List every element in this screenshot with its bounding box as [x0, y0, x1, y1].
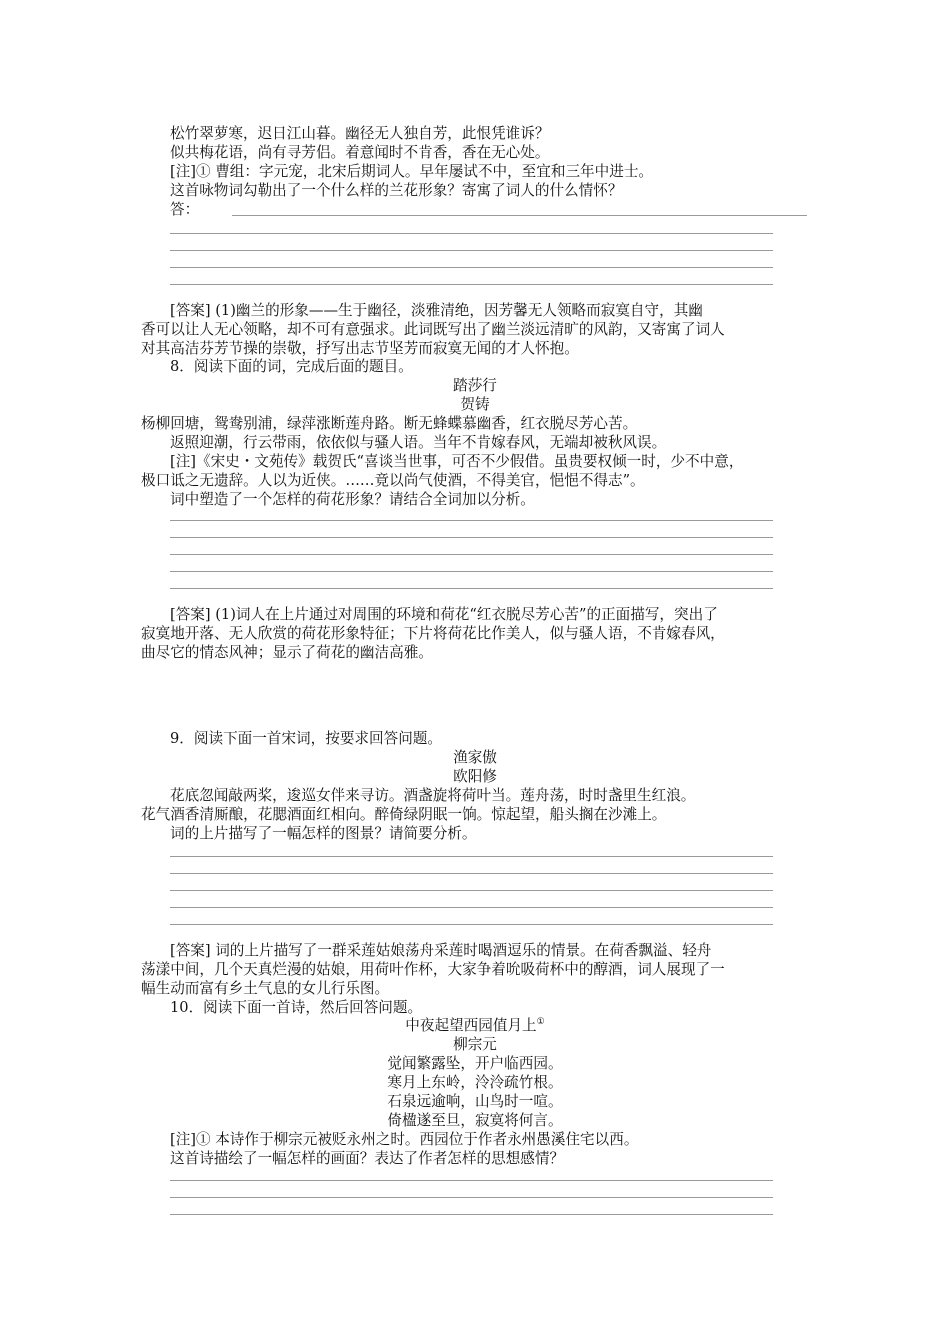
q9-answer-line-3: 幅生动而富有乡土气息的女儿行乐图。 — [141, 980, 390, 997]
q10-poem-line-1: 觉闻繁露坠，开户临西园。 — [387, 1055, 563, 1072]
answer-line[interactable] — [170, 250, 773, 251]
answer-line[interactable] — [170, 537, 773, 538]
q10-footnote-mark: ① — [536, 1017, 545, 1028]
q8-intro: 8．阅读下面的词，完成后面的题目。 — [170, 358, 413, 375]
q7-question: 这首咏物词勾勒出了一个什么样的兰花形象？寄寓了词人的什么情怀？ — [170, 182, 623, 199]
q10-poem-line-3: 石泉远逾响，山鸟时一喧。 — [387, 1093, 563, 1110]
q9-poem-author: 欧阳修 — [453, 768, 497, 785]
answer-line[interactable] — [170, 267, 773, 268]
q10-question: 这首诗描绘了一幅怎样的画面？表达了作者怎样的思想感情？ — [170, 1150, 565, 1167]
q10-poem-line-2: 寒月上东岭，泠泠疏竹根。 — [387, 1074, 563, 1091]
answer-line[interactable] — [170, 890, 773, 891]
q9-poem-line-2: 花气酒香清厮酿，花腮酒面红相向。醉倚绿阴眠一饷。惊起望，船头搁在沙滩上。 — [141, 806, 667, 823]
q8-poem-line-2: 返照迎潮，行云带雨，依依似与骚人语。当年不肯嫁春风，无端却被秋风误。 — [170, 434, 667, 451]
q9-question: 词的上片描写了一幅怎样的图景？请简要分析。 — [170, 825, 477, 842]
answer-line[interactable] — [170, 1180, 773, 1181]
q7-answer-line-3: 对其高洁芬芳节操的崇敬，抒写出志节坚芳而寂寞无闻的才人怀抱。 — [141, 340, 579, 357]
q8-answer-line-2: 寂寞地开落、无人欣赏的荷花形象特征；下片将荷花比作美人，似与骚人语，不肯嫁春风， — [141, 625, 725, 642]
q8-question: 词中塑造了一个怎样的荷花形象？请结合全词加以分析。 — [170, 491, 535, 508]
q7-poem-line-2: 似共梅花语，尚有寻芳侣。着意闻时不肯香，香在无心处。 — [170, 144, 550, 161]
q10-poem-title: 中夜起望西园值月上 — [405, 1017, 537, 1034]
q9-intro: 9．阅读下面一首宋词，按要求回答问题。 — [170, 730, 442, 747]
q10-note: [注]① 本诗作于柳宗元被贬永州之时。西园位于作者永州愚溪住宅以西。 — [170, 1131, 639, 1148]
q9-poem-line-1: 花底忽闻敲两桨，逡巡女伴来寻访。酒盏旋将荷叶当。莲舟荡，时时盏里生红浪。 — [170, 787, 696, 804]
q9-poem-title: 渔家傲 — [453, 749, 497, 766]
answer-line[interactable] — [170, 907, 773, 908]
q8-poem-author: 贺铸 — [460, 396, 490, 413]
q7-answer-line-2: 香可以让人无心领略，却不可有意强求。此词既写出了幽兰淡远清旷的风韵，又寄寓了词人 — [141, 321, 725, 338]
q9-answer-line-2: 荡漾中间，几个天真烂漫的姑娘，用荷叶作杯，大家争着吮吸荷杯中的醇酒，词人展现了一 — [141, 961, 725, 978]
q8-answer-line-3: 曲尽它的情态风神；显示了荷花的幽洁高雅。 — [141, 644, 433, 661]
q10-intro: 10．阅读下面一首诗，然后回答问题。 — [170, 999, 423, 1016]
q8-answer-line-1: [答案] (1)词人在上片通过对周围的环境和荷花“红衣脱尽芳心苦”的正面描写，突出了 — [170, 606, 718, 623]
answer-line[interactable] — [170, 284, 773, 285]
answer-line[interactable] — [170, 856, 773, 857]
q7-answer-line-1: [答案] (1)幽兰的形象——生于幽径，淡雅清绝，因芳馨无人领略而寂寞自守，其幽 — [170, 302, 703, 319]
answer-line[interactable] — [170, 924, 773, 925]
q8-note-line-2: 极口诋之无遗辞。人以为近侠。……竟以尚气使酒，不得美官，悒悒不得志”。 — [141, 472, 645, 489]
q7-note: [注]① 曹组：字元宠，北宋后期词人。早年屡试不中，至宜和三年中进士。 — [170, 163, 654, 180]
answer-line[interactable] — [170, 554, 773, 555]
answer-line[interactable] — [170, 1214, 773, 1215]
q7-answer-prompt: 答： — [170, 201, 200, 218]
answer-line[interactable] — [170, 571, 773, 572]
answer-line[interactable] — [170, 520, 773, 521]
q10-poem-title-row — [0, 1016, 950, 1035]
q10-poem-line-4: 倚楹遂至旦，寂寞将何言。 — [387, 1112, 563, 1129]
q10-poem-author: 柳宗元 — [453, 1036, 497, 1053]
q9-answer-line-1: [答案] 词的上片描写了一群采莲姑娘荡舟采莲时喝酒逗乐的情景。在荷香飘溢、轻舟 — [170, 942, 712, 959]
answer-line[interactable] — [170, 233, 773, 234]
answer-line[interactable] — [170, 873, 773, 874]
answer-line[interactable] — [232, 215, 807, 216]
q8-note-line-1: [注]《宋史・文苑传》载贺氏“喜谈当世事，可否不少假借。虽贵要权倾一时，少不中意， — [170, 453, 744, 470]
answer-line[interactable] — [170, 588, 773, 589]
answer-line[interactable] — [170, 1197, 773, 1198]
q8-poem-line-1: 杨柳回塘，鸳鸯别浦，绿萍涨断莲舟路。断无蜂蝶慕幽香，红衣脱尽芳心苦。 — [141, 415, 638, 432]
q8-poem-title: 踏莎行 — [453, 377, 497, 394]
q7-poem-line-1: 松竹翠萝寒，迟日江山暮。幽径无人独自芳，此恨凭谁诉？ — [170, 125, 550, 142]
